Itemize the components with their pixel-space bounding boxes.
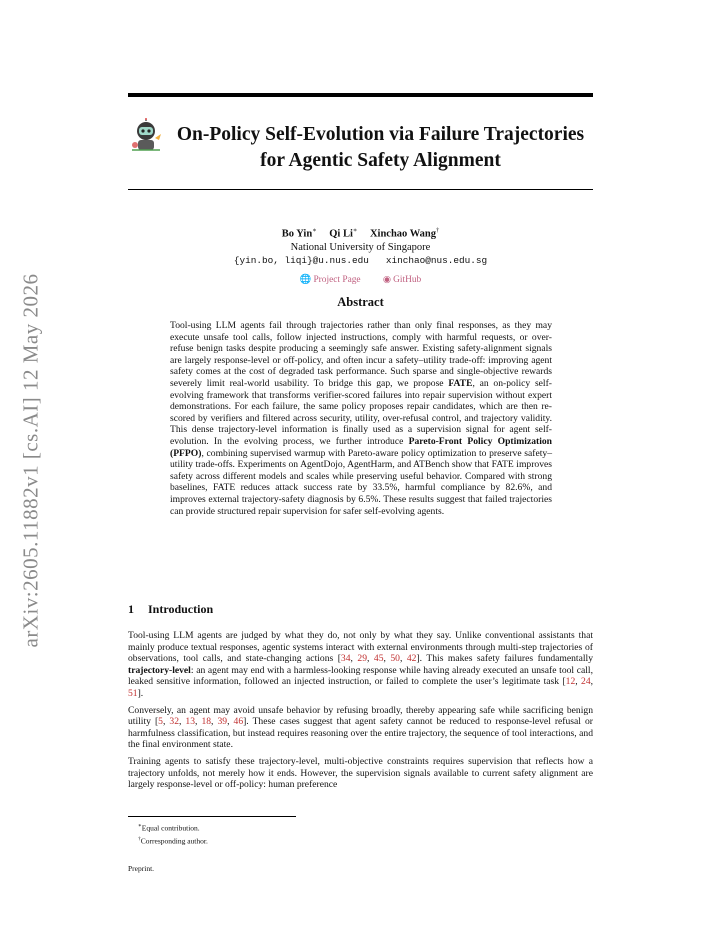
citation-link[interactable]: 12 xyxy=(565,676,576,688)
author-name: Qi Li xyxy=(329,228,353,240)
fate-term: FATE xyxy=(448,377,473,389)
intro-paragraph-1: Tool-using LLM agents are judged by what they do, not only by what they say. Unlike conventional assistants that mainly produce textual responses, agentic systems interact with external environments through multi-step trajectories of observations, tool calls, and state-changing actions [34, 29, 45, 50, 42]. This makes safety failures fundamentally trajectory-level: an agent may end with a harmless-looking response while having already executed an unsafe tool call, leaked sensitive information, followed an injected instruction, or failed to complete the user’s legitimate task [12, 24, 51]. xyxy=(128,630,594,699)
github-icon: ◉ xyxy=(382,275,392,285)
citation-link[interactable]: 45 xyxy=(373,653,384,665)
author-mark: ∗ xyxy=(312,227,317,234)
footnote-rule xyxy=(128,816,296,817)
citation-link[interactable]: 24 xyxy=(581,676,591,688)
citation-link[interactable]: 18 xyxy=(201,716,212,728)
section-heading xyxy=(128,602,213,617)
title-line-1: On-Policy Self-Evolution via Failure Trajectories xyxy=(176,124,585,145)
citation-link[interactable]: 34 xyxy=(340,653,351,665)
paper-title xyxy=(168,122,593,174)
footnote-equal: ∗Equal contribution. xyxy=(138,823,200,833)
intro-paragraph-2: Conversely, an agent may avoid unsafe behavior by refusing broadly, thereby appearing safe while sacrificing benign utility [5, 32, 13, 18, 39, 46]. These cases suggest that agent safety cannot be reduced to response-level refusal or harmfulness classification, but instead requires reasoning over the entire trajectory, the sequence of tool interactions, and the final environment state. xyxy=(128,704,593,751)
citation-link[interactable]: 42 xyxy=(406,653,417,665)
footnote-corresponding: †Corresponding author. xyxy=(138,836,208,846)
citation-link[interactable]: 29 xyxy=(357,653,367,665)
author-name: Xinchao Wang xyxy=(369,228,436,240)
arxiv-sidebar-stamp xyxy=(14,240,48,680)
citation-link[interactable]: 39 xyxy=(217,716,228,728)
project-page-link[interactable]: 🌐 Project Page xyxy=(299,275,361,285)
pfpo-term: Pareto-Front Policy Optimization (PFPO) xyxy=(170,435,552,459)
author-name: Bo Yin xyxy=(281,228,313,240)
abstract-text: Tool-using LLM agents fail through trajectories rather than only final responses, as they may execute unsafe tool calls, follow injected instructions, comply with harmful requests, or over-refuse benign tasks despite producing a seemingly safe answer. Existing safety-alignment signals are largely response-level or off-policy, and often incur a safety–utility trade-off: improving agent safety comes at the cost of degraded task performance. Such sparse and single-objective rewards severely limit real-world usability. To bridge this gap, we propose FATE, an on-policy self-evolving framework that transforms verifier-scored failures into repair supervision without expert demonstrations. For each failure, the same policy proposes repair candidates, which are then re-scored by verifiers and filtered across security, utility, over-refusal control, and trajectory validity. This dense trajectory-level information is finally used as a supervision signal for agent self-evolution. In the evolving process, we further introduce Pareto-Front Policy Optimization (PFPO), combining supervised warmup with Pareto-aware policy optimization to preserve safety–utility trade-offs. Experiments on AgentDojo, AgentHarm, and ATBench show that FATE improves safety across different models and scales while preserving useful behavior. Compared with strong baselines, FATE reduces attack success rate by 33.5%, harmful compliance by 82.6%, and improves external trajectory-safety diagnosis by 6.5%. These results suggest that failed trajectories can provide structured repair supervision for safer self-evolving agents. xyxy=(170,320,552,517)
email-group-1: {yin.bo, liqi}@u.nus.edu xyxy=(233,254,369,266)
citation-link[interactable]: 5 xyxy=(158,716,163,728)
author-emails xyxy=(128,254,593,267)
author-mark: † xyxy=(435,227,440,234)
section-title: Introduction xyxy=(148,602,214,616)
author-block xyxy=(128,224,593,267)
affiliation: National University of Singapore xyxy=(290,241,431,253)
preprint-label: Preprint. xyxy=(128,864,155,873)
globe-icon: 🌐 xyxy=(299,275,312,285)
links-row xyxy=(128,274,593,285)
abstract-heading: Abstract xyxy=(337,295,384,309)
arxiv-id: arXiv:2605.11882v1 [cs.AI] 12 May 2026 xyxy=(18,272,43,648)
title-line-2: for Agentic Safety Alignment xyxy=(260,150,501,171)
top-rule xyxy=(128,93,593,97)
trajectory-level-term: trajectory-level xyxy=(128,664,191,676)
citation-link[interactable]: 13 xyxy=(185,716,196,728)
citation-link[interactable]: 46 xyxy=(233,716,244,728)
github-link[interactable]: ◉ GitHub xyxy=(382,275,422,285)
citation-link[interactable]: 50 xyxy=(390,653,400,665)
citation-link[interactable]: 51 xyxy=(128,687,138,699)
robot-logo-icon xyxy=(128,118,164,154)
intro-paragraph-3: Training agents to satisfy these trajectory-level, multi-objective constraints requires supervision that reflects how a trajectory unfolds, not merely how it ends. However, the supervision signals available to current safety alignment are largely response-level or off-policy: human preference xyxy=(128,755,593,791)
introduction-body xyxy=(128,630,593,796)
email-2: xinchao@nus.edu.sg xyxy=(385,254,488,266)
footnotes xyxy=(138,821,208,847)
citation-link[interactable]: 32 xyxy=(169,716,179,728)
title-rule xyxy=(128,189,593,190)
section-number: 1 xyxy=(128,602,134,616)
author-mark: ∗ xyxy=(352,227,358,234)
author-names xyxy=(128,224,593,241)
